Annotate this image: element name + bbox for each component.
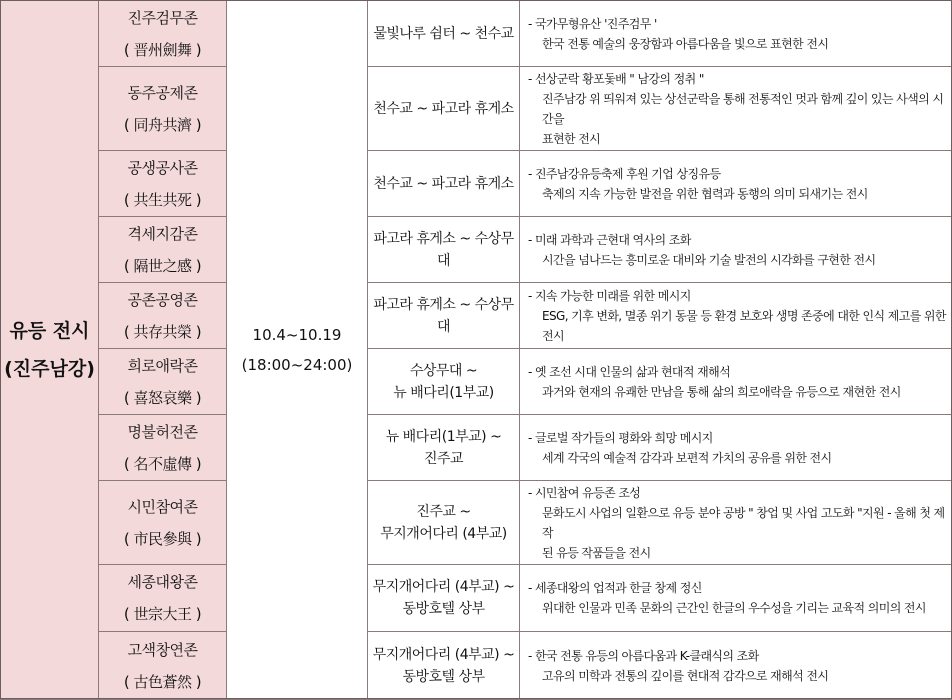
description-cell (520, 283, 952, 349)
description-cell (520, 632, 952, 700)
location-line: 무지개어다리 (4부교) (372, 523, 515, 545)
table-row (1, 217, 952, 283)
zone-hanja: ( 名不虛傳 ) (99, 448, 226, 480)
zone-hanja: ( 共存共榮 ) (99, 316, 226, 348)
description-cell (520, 217, 952, 283)
description-line: 과거와 현재의 유쾌한 만남을 통해 삶의 희로애락을 유등으로 재현한 전시 (528, 382, 946, 402)
zone-name: 공존공영존 (99, 284, 226, 316)
zone-name: 격세지감존 (99, 218, 226, 250)
description-line: - 옛 조선 시대 인물의 삶과 현대적 재해석 (528, 362, 946, 382)
location-line: 수상무대 ~ (372, 360, 515, 382)
description-line: ESG, 기후 변화, 멸종 위기 동물 등 환경 보호와 생명 존중에 대한 인식 제고를 위한 전시 (528, 306, 946, 346)
zone-cell (99, 151, 227, 217)
location-line: 뉴 배다리(1부교) ~ (372, 426, 515, 448)
description-line: - 진주남강유등축제 후원 기업 상징유등 (528, 164, 946, 184)
location-line: 천수교 ~ 파고라 휴게소 (372, 173, 515, 195)
location-cell (368, 151, 520, 217)
location-line: 무지개어다리 (4부교) ~ (372, 644, 515, 666)
description-line: 세계 각국의 예술적 감각과 보편적 가치의 공유를 위한 전시 (528, 448, 946, 468)
zone-cell (99, 67, 227, 151)
period-dates: 10.4~10.19 (227, 320, 367, 350)
location-line: 파고라 휴게소 ~ 수상무대 (372, 228, 515, 272)
description-line: 위대한 인물과 민족 문화의 근간인 한글의 우수성을 기리는 교육적 의미의 전시 (528, 598, 946, 618)
zone-name: 고색창연존 (99, 634, 226, 666)
location-cell (368, 349, 520, 415)
location-cell (368, 632, 520, 700)
zone-cell (99, 349, 227, 415)
zone-name: 희로애락존 (99, 350, 226, 382)
zone-hanja: ( 世宗大王 ) (99, 598, 226, 630)
zone-hanja: ( 共生共死 ) (99, 184, 226, 216)
table-row (1, 283, 952, 349)
zone-cell (99, 415, 227, 481)
category-subtitle: (진주남강) (1, 350, 98, 388)
location-line: 파고라 휴게소 ~ 수상무대 (372, 294, 515, 338)
location-cell (368, 217, 520, 283)
table-row (1, 349, 952, 415)
description-line: 표현한 전시 (528, 129, 946, 149)
location-cell (368, 565, 520, 632)
description-cell (520, 1, 952, 67)
description-cell (520, 67, 952, 151)
location-cell (368, 1, 520, 67)
zone-hanja: ( 晋州劍舞 ) (99, 34, 226, 66)
period-hours: (18:00~24:00) (227, 350, 367, 380)
zone-cell (99, 481, 227, 565)
zone-hanja: ( 市民參與 ) (99, 523, 226, 555)
location-line: 동방호텔 상부 (372, 598, 515, 620)
description-line: - 시민참여 유등존 조성 (528, 483, 946, 503)
table-row (1, 481, 952, 565)
description-cell (520, 481, 952, 565)
table-row (1, 151, 952, 217)
zone-hanja: ( 隔世之感 ) (99, 250, 226, 282)
description-cell (520, 565, 952, 632)
description-line: 문화도시 사업의 일환으로 유등 분야 공방 " 창업 및 사업 고도화 "지원 - 올해 첫 제작 (528, 503, 946, 543)
table-row (1, 415, 952, 481)
description-cell (520, 151, 952, 217)
location-cell (368, 481, 520, 565)
location-cell (368, 67, 520, 151)
zone-cell (99, 632, 227, 700)
zone-name: 시민참여존 (99, 491, 226, 523)
zone-hanja: ( 同舟共濟 ) (99, 109, 226, 141)
description-line: - 국가무형유산 '진주검무 ' (528, 14, 946, 34)
location-line: 무지개어다리 (4부교) ~ (372, 576, 515, 598)
description-line: - 지속 가능한 미래를 위한 메시지 (528, 286, 946, 306)
location-line: 진주교 (372, 448, 515, 470)
description-line: 된 유등 작품들을 전시 (528, 543, 946, 563)
table-row (1, 632, 952, 700)
category-cell (1, 1, 99, 700)
description-line: 고유의 미학과 전통의 깊이를 현대적 감각으로 재해석 전시 (528, 666, 946, 686)
description-line: - 선상군락 황포돛배 " 남강의 정취 " (528, 69, 946, 89)
location-line: 천수교 ~ 파고라 휴게소 (372, 98, 515, 120)
exhibition-table-body (1, 1, 952, 700)
table-row (1, 1, 952, 67)
zone-name: 세종대왕존 (99, 566, 226, 598)
zone-name: 공생공사존 (99, 152, 226, 184)
zone-cell (99, 283, 227, 349)
description-line: - 미래 과학과 근현대 역사의 조화 (528, 230, 946, 250)
table-row (1, 67, 952, 151)
location-line: 뉴 배다리(1부교) (372, 382, 515, 404)
description-cell (520, 349, 952, 415)
description-cell (520, 415, 952, 481)
zone-cell (99, 217, 227, 283)
location-line: 진주교 ~ (372, 501, 515, 523)
description-line: - 세종대왕의 업적과 한글 창제 정신 (528, 578, 946, 598)
zone-name: 진주검무존 (99, 2, 226, 34)
description-line: 진주남강 위 띄워져 있는 상선군락을 통해 전통적인 멋과 함께 깊이 있는 사색의 시간을 (528, 89, 946, 129)
description-line: 한국 전통 예술의 웅장함과 아름다움을 빛으로 표현한 전시 (528, 34, 946, 54)
location-cell (368, 283, 520, 349)
location-line: 동방호텔 상부 (372, 666, 515, 688)
description-line: 시간을 넘나드는 흥미로운 대비와 기술 발전의 시각화를 구현한 전시 (528, 250, 946, 270)
category-title: 유등 전시 (1, 312, 98, 350)
period-cell (227, 1, 368, 700)
location-line: 물빛나루 쉼터 ~ 천수교 (372, 23, 515, 45)
description-line: - 글로벌 작가들의 평화와 희망 메시지 (528, 428, 946, 448)
description-line: 축제의 지속 가능한 발전을 위한 협력과 동행의 의미 되새기는 전시 (528, 184, 946, 204)
zone-name: 명불허전존 (99, 416, 226, 448)
location-cell (368, 415, 520, 481)
table-row (1, 565, 952, 632)
description-line: - 한국 전통 유등의 아름다움과 K-클래식의 조화 (528, 646, 946, 666)
zone-name: 동주공제존 (99, 77, 226, 109)
zone-hanja: ( 古色蒼然 ) (99, 666, 226, 698)
zone-cell (99, 1, 227, 67)
zone-hanja: ( 喜怒哀樂 ) (99, 382, 226, 414)
zone-cell (99, 565, 227, 632)
